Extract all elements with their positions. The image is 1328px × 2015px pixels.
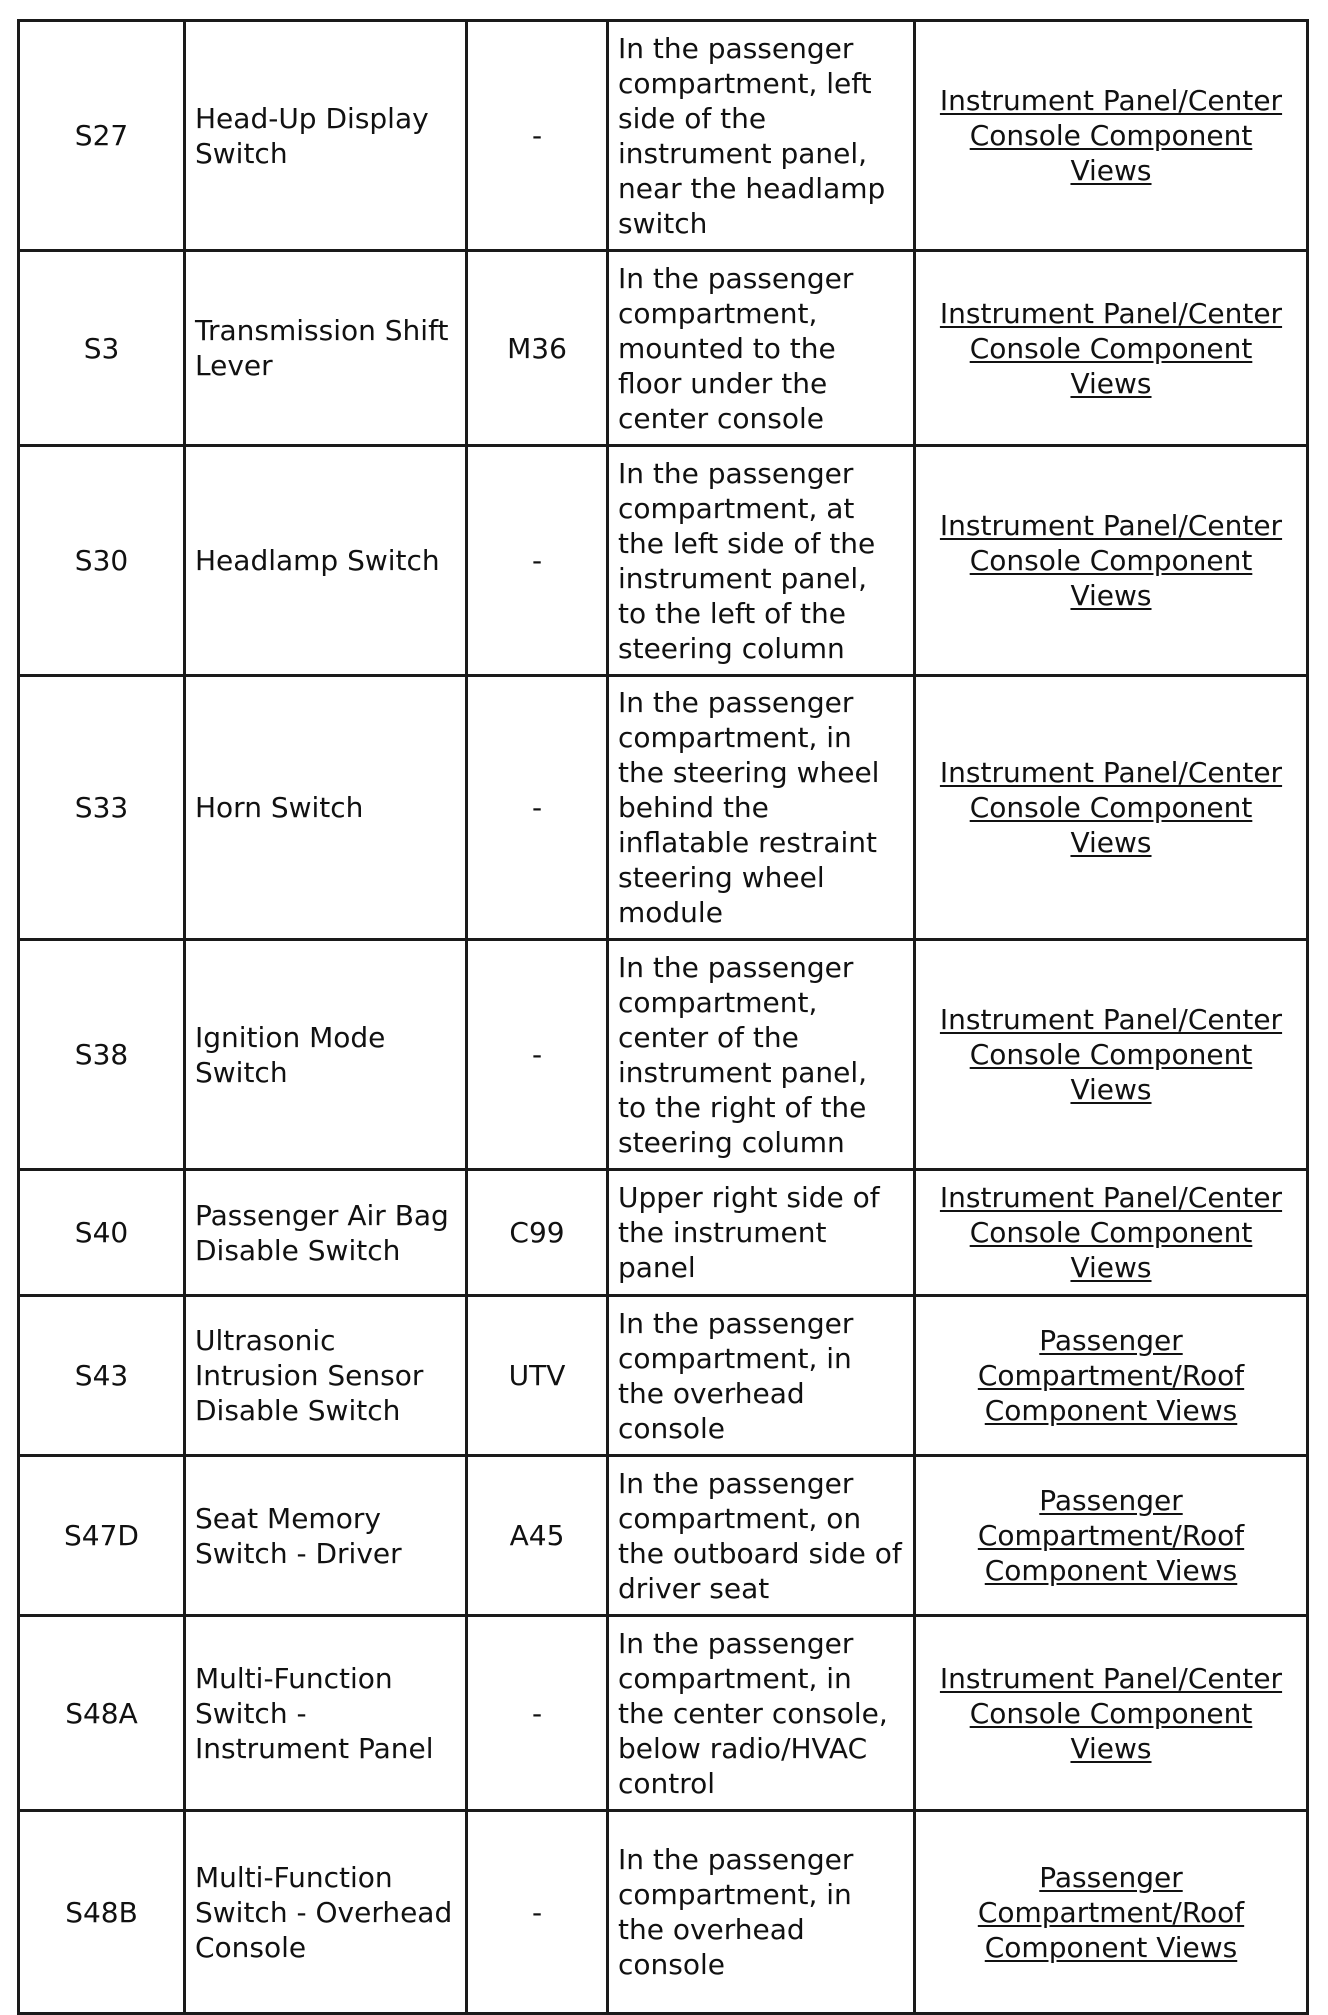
component-name: Head-Up Display Switch (185, 21, 467, 251)
component-id: S47D (19, 1456, 185, 1616)
table-row (19, 446, 1308, 676)
view-cell (915, 1616, 1308, 1811)
component-view-link[interactable]: Passenger Compartment/Roof Component Views (977, 1324, 1245, 1427)
connector-id: - (467, 446, 608, 676)
component-location: In the passenger compartment, in the center console, below radio/HVAC control (608, 1616, 915, 1811)
component-location: In the passenger compartment, in the overhead console (608, 1811, 915, 2014)
table-row (19, 1456, 1308, 1616)
view-cell (915, 1456, 1308, 1616)
component-name: Headlamp Switch (185, 446, 467, 676)
view-cell (915, 940, 1308, 1170)
connector-id: - (467, 21, 608, 251)
connector-id: - (467, 1616, 608, 1811)
component-location: Upper right side of the instrument panel (608, 1170, 915, 1296)
component-location: In the passenger compartment, on the outboard side of driver seat (608, 1456, 915, 1616)
component-id: S40 (19, 1170, 185, 1296)
component-view-link[interactable]: Instrument Panel/Center Console Component Views (939, 1181, 1283, 1284)
component-location: In the passenger compartment, at the left side of the instrument panel, to the left of the steering column (608, 446, 915, 676)
table-row (19, 1170, 1308, 1296)
view-cell (915, 676, 1308, 940)
component-name: Ignition Mode Switch (185, 940, 467, 1170)
component-id: S48A (19, 1616, 185, 1811)
component-view-link[interactable]: Passenger Compartment/Roof Component Views (977, 1860, 1245, 1964)
component-name: Ultrasonic Intrusion Sensor Disable Switch (185, 1296, 467, 1456)
table-row (19, 251, 1308, 446)
component-location: In the passenger compartment, mounted to the floor under the center console (608, 251, 915, 446)
table-row (19, 21, 1308, 251)
component-name: Horn Switch (185, 676, 467, 940)
view-cell (915, 446, 1308, 676)
connector-id: - (467, 676, 608, 940)
component-location-table (17, 19, 1309, 2015)
component-view-link[interactable]: Instrument Panel/Center Console Component Views (939, 509, 1283, 612)
component-view-link[interactable]: Instrument Panel/Center Console Component Views (939, 756, 1283, 859)
component-name: Seat Memory Switch - Driver (185, 1456, 467, 1616)
component-location: In the passenger compartment, left side of the instrument panel, near the headlamp switch (608, 21, 915, 251)
component-id: S3 (19, 251, 185, 446)
component-location: In the passenger compartment, center of the instrument panel, to the right of the steering column (608, 940, 915, 1170)
component-location: In the passenger compartment, in the steering wheel behind the inflatable restraint steering wheel module (608, 676, 915, 940)
connector-id: - (467, 940, 608, 1170)
component-name: Transmission Shift Lever (185, 251, 467, 446)
component-name: Multi-Function Switch - Overhead Console (185, 1811, 467, 2014)
component-location: In the passenger compartment, in the overhead console (608, 1296, 915, 1456)
view-cell (915, 1811, 1308, 2014)
component-id: S43 (19, 1296, 185, 1456)
view-cell (915, 21, 1308, 251)
component-name: Passenger Air Bag Disable Switch (185, 1170, 467, 1296)
table-row (19, 676, 1308, 940)
component-id: S48B (19, 1811, 185, 2014)
view-cell (915, 251, 1308, 446)
component-view-link[interactable]: Instrument Panel/Center Console Component Views (939, 296, 1283, 400)
view-cell (915, 1296, 1308, 1456)
component-view-link[interactable]: Instrument Panel/Center Console Component Views (939, 1003, 1283, 1106)
connector-id: M36 (467, 251, 608, 446)
component-view-link[interactable]: Passenger Compartment/Roof Component Views (977, 1484, 1245, 1587)
component-id: S33 (19, 676, 185, 940)
connector-id: - (467, 1811, 608, 2014)
table-row (19, 1811, 1308, 2014)
component-view-link[interactable]: Instrument Panel/Center Console Component Views (939, 1661, 1283, 1765)
table-row (19, 1616, 1308, 1811)
table-row (19, 1296, 1308, 1456)
component-id: S38 (19, 940, 185, 1170)
view-cell (915, 1170, 1308, 1296)
component-id: S27 (19, 21, 185, 251)
component-view-link[interactable]: Instrument Panel/Center Console Component Views (939, 84, 1283, 187)
connector-id: C99 (467, 1170, 608, 1296)
component-name: Multi-Function Switch - Instrument Panel (185, 1616, 467, 1811)
component-id: S30 (19, 446, 185, 676)
table-row (19, 940, 1308, 1170)
connector-id: UTV (467, 1296, 608, 1456)
connector-id: A45 (467, 1456, 608, 1616)
